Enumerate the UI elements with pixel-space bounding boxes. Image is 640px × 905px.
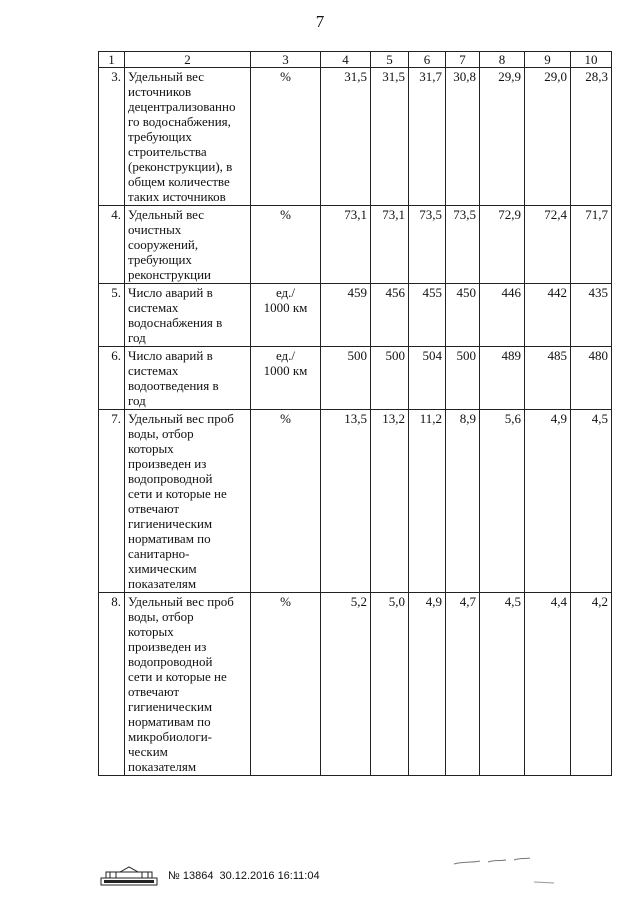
value-cell: 4,9 bbox=[409, 593, 446, 776]
value-cell: 8,9 bbox=[446, 410, 480, 593]
value-cell: 4,5 bbox=[571, 410, 612, 593]
header-cell: 2 bbox=[125, 52, 251, 68]
indicator-name-text: Удельный вес проб воды, отбор которых произведен из водопроводной сети и которые не отвечают гигиеническим нормативам по микробиологи- ческим показателям bbox=[128, 594, 234, 774]
unit-cell: % bbox=[251, 410, 321, 593]
indicator-name bbox=[125, 206, 251, 284]
header-cell: 6 bbox=[409, 52, 446, 68]
value-cell: 4,7 bbox=[446, 593, 480, 776]
value-cell: 72,9 bbox=[480, 206, 525, 284]
header-cell: 9 bbox=[525, 52, 571, 68]
value-cell: 489 bbox=[480, 347, 525, 410]
table-row bbox=[99, 68, 612, 206]
value-cell: 4,4 bbox=[525, 593, 571, 776]
signature-mark-icon bbox=[450, 852, 560, 892]
value-cell: 455 bbox=[409, 284, 446, 347]
unit-cell: % bbox=[251, 593, 321, 776]
value-cell: 73,1 bbox=[371, 206, 409, 284]
value-cell: 5,6 bbox=[480, 410, 525, 593]
row-number: 3. bbox=[99, 68, 125, 206]
table-row bbox=[99, 347, 612, 410]
value-cell: 4,5 bbox=[480, 593, 525, 776]
value-cell: 485 bbox=[525, 347, 571, 410]
indicator-name bbox=[125, 68, 251, 206]
indicator-name-text: Удельный вес источников децентрализованно го водоснабжения, требующих строительства (реконструкции), в общем количестве таких источников bbox=[128, 69, 236, 204]
indicator-name-text: Число аварий в системах водоснабжения в год bbox=[128, 285, 223, 345]
header-cell: 7 bbox=[446, 52, 480, 68]
header-cell: 3 bbox=[251, 52, 321, 68]
header-row bbox=[99, 52, 612, 68]
value-cell: 73,1 bbox=[321, 206, 371, 284]
value-cell: 500 bbox=[371, 347, 409, 410]
table-row bbox=[99, 206, 612, 284]
value-cell: 28,3 bbox=[571, 68, 612, 206]
indicator-name-text: Удельный вес очистных сооружений, требующих реконструкции bbox=[128, 207, 212, 282]
indicator-name bbox=[125, 284, 251, 347]
document-footer bbox=[100, 866, 320, 886]
value-cell: 456 bbox=[371, 284, 409, 347]
unit-cell: % bbox=[251, 206, 321, 284]
row-number: 5. bbox=[99, 284, 125, 347]
data-table bbox=[98, 51, 612, 776]
row-number: 7. bbox=[99, 410, 125, 593]
value-cell: 73,5 bbox=[409, 206, 446, 284]
value-cell: 504 bbox=[409, 347, 446, 410]
value-cell: 5,2 bbox=[321, 593, 371, 776]
table-row bbox=[99, 410, 612, 593]
value-cell: 31,7 bbox=[409, 68, 446, 206]
value-cell: 29,9 bbox=[480, 68, 525, 206]
value-cell: 31,5 bbox=[371, 68, 409, 206]
value-cell: 442 bbox=[525, 284, 571, 347]
value-cell: 4,2 bbox=[571, 593, 612, 776]
indicator-name-text: Число аварий в системах водоотведения в год bbox=[128, 348, 219, 408]
row-number: 4. bbox=[99, 206, 125, 284]
value-cell: 500 bbox=[321, 347, 371, 410]
header-cell: 8 bbox=[480, 52, 525, 68]
value-cell: 446 bbox=[480, 284, 525, 347]
page-number: 7 bbox=[315, 12, 325, 31]
value-cell: 72,4 bbox=[525, 206, 571, 284]
indicator-name bbox=[125, 347, 251, 410]
table-row bbox=[99, 284, 612, 347]
value-cell: 71,7 bbox=[571, 206, 612, 284]
value-cell: 450 bbox=[446, 284, 480, 347]
value-cell: 31,5 bbox=[321, 68, 371, 206]
table-row bbox=[99, 593, 612, 776]
header-cell: 1 bbox=[99, 52, 125, 68]
document-number: № 13864 bbox=[168, 870, 214, 882]
indicator-name-text: Удельный вес проб воды, отбор которых произведен из водопроводной сети и которые не отвечают гигиеническим нормативам по санитарно- химическим показателям bbox=[128, 411, 234, 591]
unit-cell: % bbox=[251, 68, 321, 206]
value-cell: 11,2 bbox=[409, 410, 446, 593]
document-timestamp: 30.12.2016 16:11:04 bbox=[219, 870, 320, 882]
value-cell: 4,9 bbox=[525, 410, 571, 593]
value-cell: 435 bbox=[571, 284, 612, 347]
value-cell: 30,8 bbox=[446, 68, 480, 206]
value-cell: 13,2 bbox=[371, 410, 409, 593]
value-cell: 13,5 bbox=[321, 410, 371, 593]
header-cell: 5 bbox=[371, 52, 409, 68]
value-cell: 459 bbox=[321, 284, 371, 347]
header-cell: 4 bbox=[321, 52, 371, 68]
indicator-name bbox=[125, 593, 251, 776]
value-cell: 480 bbox=[571, 347, 612, 410]
unit-cell: ед./ 1000 км bbox=[251, 347, 321, 410]
value-cell: 73,5 bbox=[446, 206, 480, 284]
header-cell: 10 bbox=[571, 52, 612, 68]
row-number: 8. bbox=[99, 593, 125, 776]
building-logo-icon bbox=[100, 866, 158, 886]
row-number: 6. bbox=[99, 347, 125, 410]
indicator-name bbox=[125, 410, 251, 593]
value-cell: 500 bbox=[446, 347, 480, 410]
value-cell: 29,0 bbox=[525, 68, 571, 206]
unit-cell: ед./ 1000 км bbox=[251, 284, 321, 347]
value-cell: 5,0 bbox=[371, 593, 409, 776]
